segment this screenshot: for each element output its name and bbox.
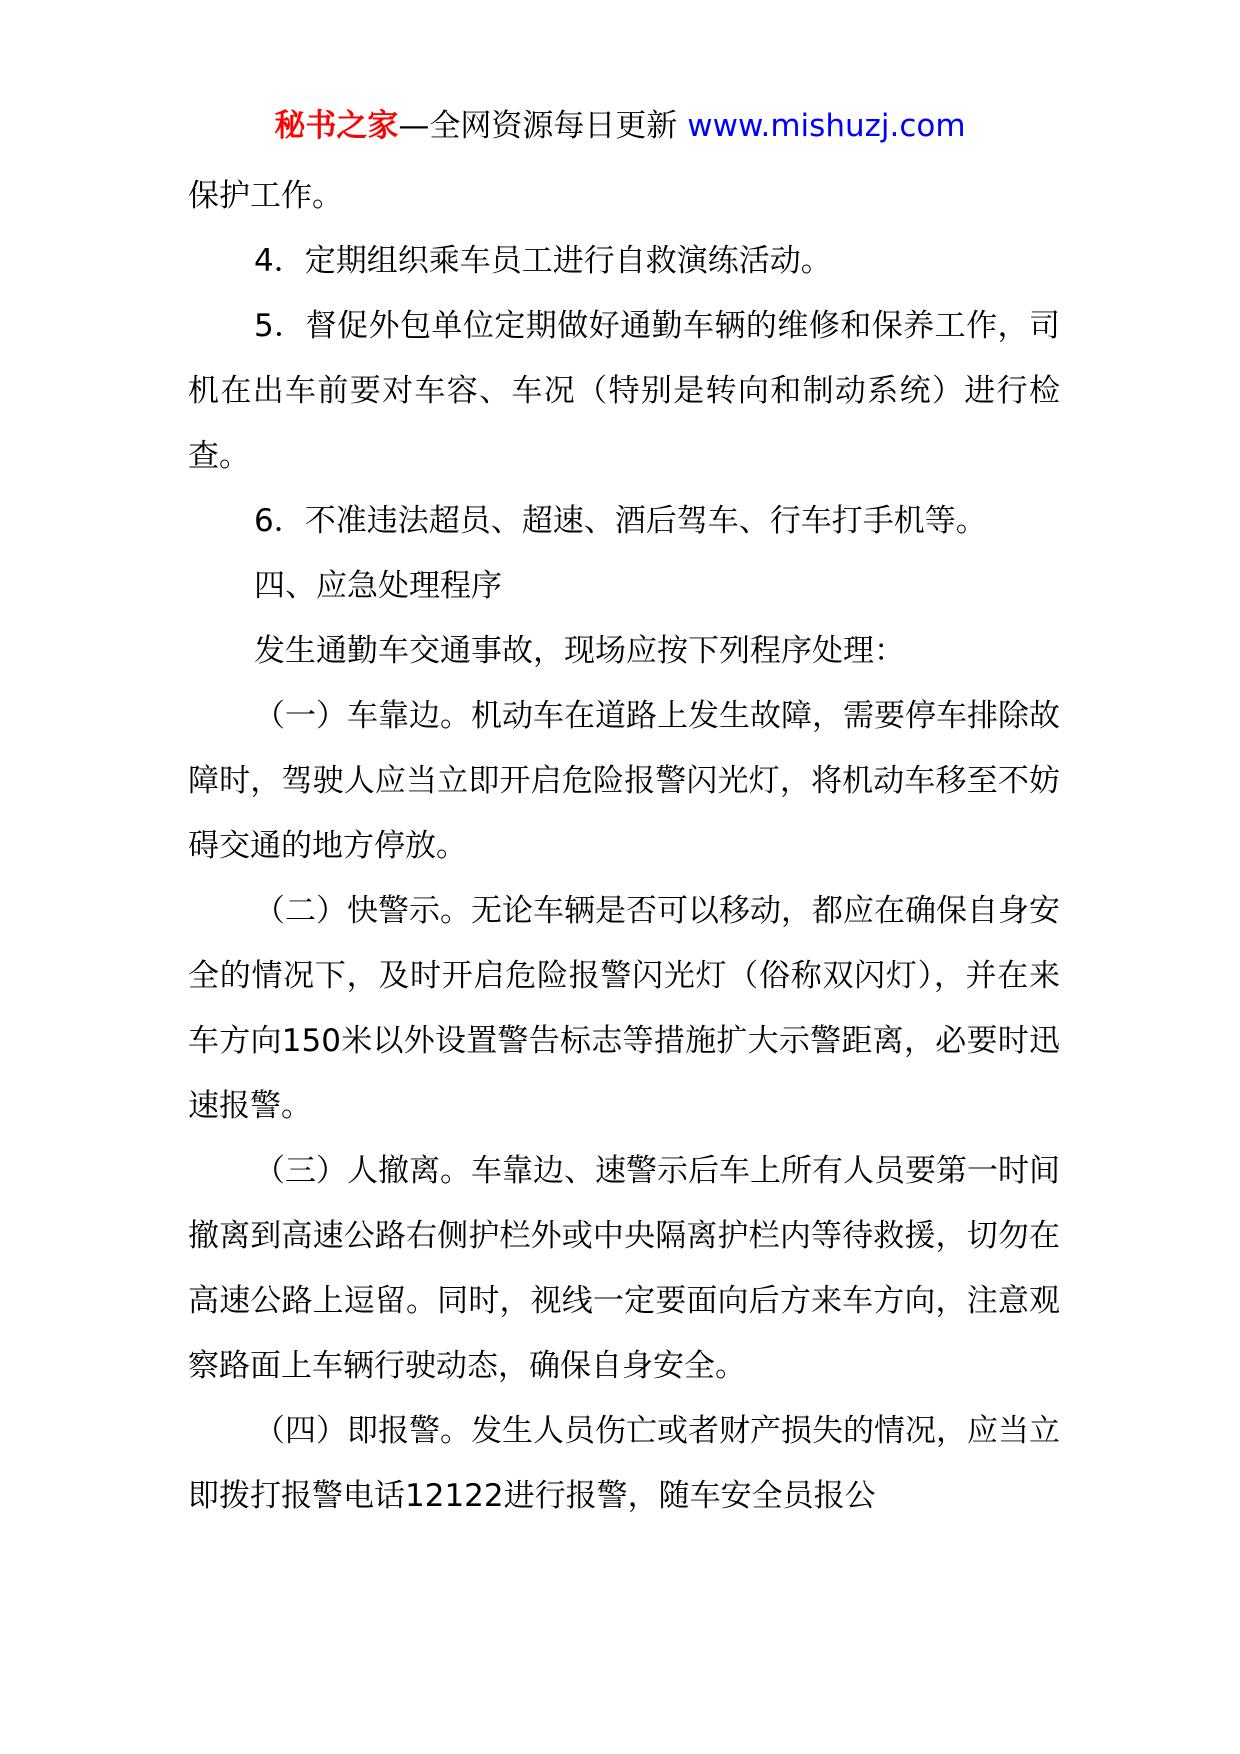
- paragraph: 保护工作。: [188, 178, 343, 214]
- paragraph: 6．不准违法超员、超速、酒后驾车、行车打手机等。: [254, 503, 987, 539]
- header-tagline: —全网资源每日更新: [398, 108, 678, 144]
- header-url-link[interactable]: www.mishuzj.com: [687, 108, 966, 144]
- paragraph: （二）快警示。无论车辆是否可以移动，都应在确保自身安全的情况下，及时开启危险报警闪光灯（俗称双闪灯），并在来车方向150米以外设置警告标志等措施扩大示警距离，必要时迅速报警。: [188, 893, 1060, 1124]
- brand-name: 秘书之家: [274, 108, 399, 144]
- paragraph: （一）车靠边。机动车在道路上发生故障，需要停车排除故障时，驾驶人应当立即开启危险报警闪光灯，将机动车移至不妨碍交通的地方停放。: [188, 698, 1060, 864]
- paragraph: （三）人撤离。车靠边、速警示后车上所有人员要第一时间撤离到高速公路右侧护栏外或中央隔离护栏内等待救援，切勿在高速公路上逗留。同时，视线一定要面向后方来车方向，注意观察路面上车辆行驶动态，确保自身安全。: [188, 1153, 1060, 1384]
- page-header: [0, 104, 1240, 148]
- document-body: [188, 164, 1060, 1529]
- paragraph: （四）即报警。发生人员伤亡或者财产损失的情况，应当立即拨打报警电话12122进行报警，随车安全员报公: [188, 1413, 1060, 1514]
- section-heading: 四、应急处理程序: [254, 568, 502, 604]
- paragraph: 4．定期组织乘车员工进行自救演练活动。: [254, 243, 832, 279]
- paragraph: 5．督促外包单位定期做好通勤车辆的维修和保养工作，司机在出车前要对车容、车况（特别是转向和制动系统）进行检查。: [188, 308, 1060, 474]
- paragraph: 发生通勤车交通事故，现场应按下列程序处理：: [254, 633, 905, 669]
